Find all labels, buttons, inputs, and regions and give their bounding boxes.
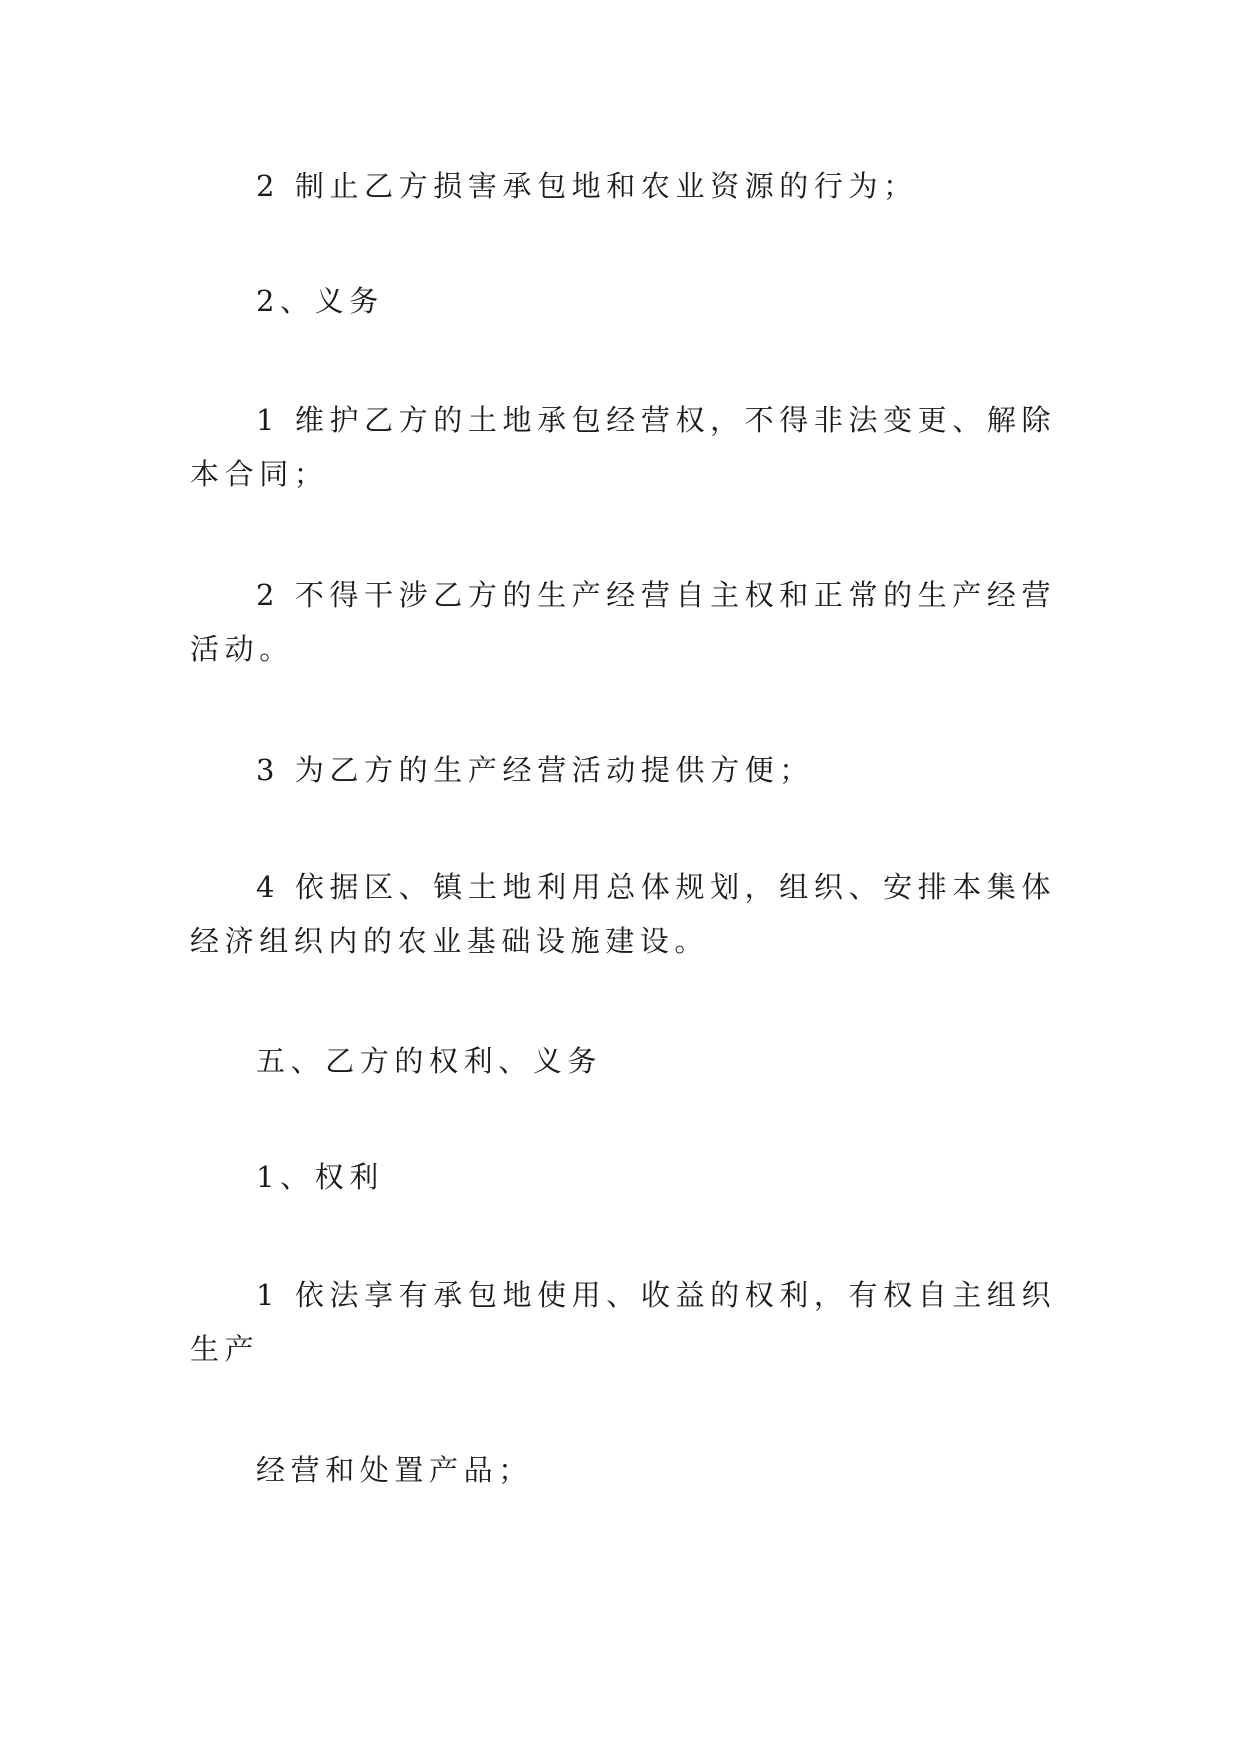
- paragraph-use-and-benefit: 1 依法享有承包地使用、收益的权利，有权自主组织生产: [190, 1278, 1057, 1366]
- heading-party-b-rights-obligations: 五、乙方的权利、义务: [256, 1044, 603, 1078]
- paragraph-infrastructure: 4 依据区、镇土地利用总体规划，组织、安排本集体经济组织内的农业基础设施建设。: [190, 870, 1057, 958]
- heading-obligations: 2、义务: [256, 284, 384, 318]
- paragraph-maintain-rights: 1 维护乙方的土地承包经营权，不得非法变更、解除本合同；: [190, 403, 1057, 491]
- paragraph-prevent-damage: 2 制止乙方损害承包地和农业资源的行为；: [256, 169, 918, 203]
- paragraph-provide-convenience: 3 为乙方的生产经营活动提供方便；: [256, 753, 814, 787]
- paragraph-manage-products: 经营和处置产品；: [256, 1453, 533, 1487]
- heading-rights: 1、权利: [256, 1160, 384, 1194]
- paragraph-no-interference: 2 不得干涉乙方的生产经营自主权和正常的生产经营活动。: [190, 578, 1057, 666]
